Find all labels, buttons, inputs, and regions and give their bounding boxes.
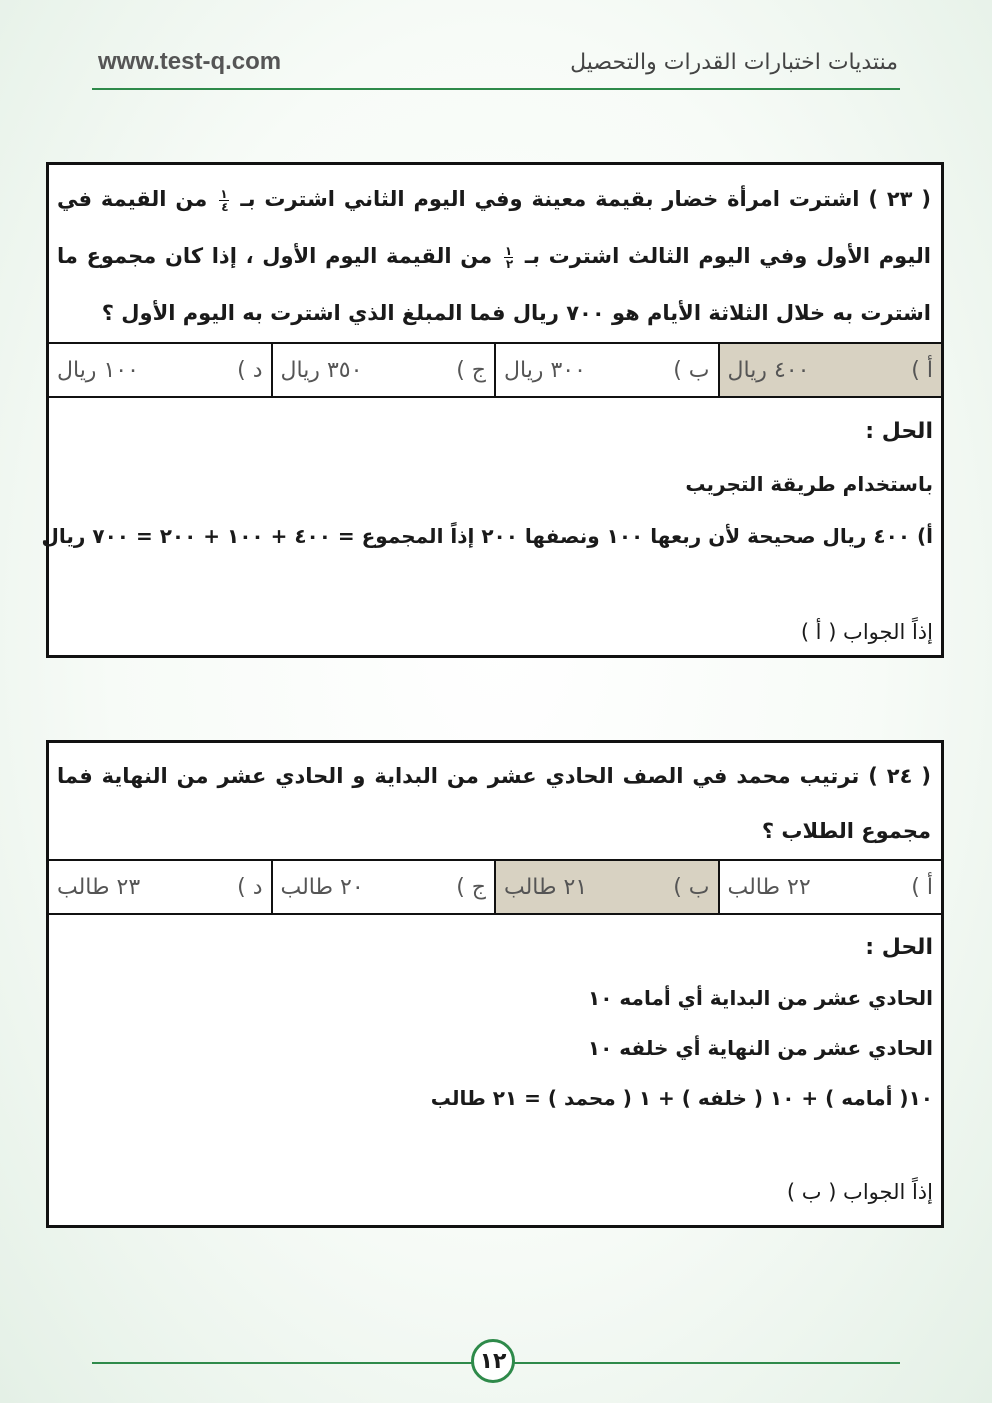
question-24-text: ( ٢٤ ) ترتيب محمد في الصف الحادي عشر من البداية و الحادي عشر من النهاية فما مجموع الطلاب ؟ — [57, 764, 931, 843]
option-a[interactable] — [718, 344, 942, 396]
question-24-box — [46, 740, 944, 1228]
fraction-half — [504, 245, 513, 270]
header-title: منتديات اختبارات القدرات والتحصيل — [570, 50, 898, 75]
fraction-numerator: ١ — [504, 243, 513, 258]
solution-line: الحادي عشر من البداية أي أمامه ١٠ — [588, 986, 933, 1010]
page-number: ١٢ — [471, 1339, 515, 1383]
header-divider — [92, 88, 900, 90]
option-label: أ ) — [911, 357, 933, 383]
solution-heading: الحل : — [865, 419, 933, 444]
option-value: ٢٣ طالب — [57, 874, 141, 900]
question-23-text-part-c: من القيمة اليوم الأول ، إذا كان مجموع ما اشترت به خلال الثلاثة الأيام هو ٧٠٠ ريال فما المبلغ الذي اشترت به اليوم الأول ؟ — [57, 244, 931, 325]
solution-answer: إذاً الجواب ( ب ) — [786, 1180, 933, 1204]
option-c[interactable] — [271, 344, 495, 396]
option-label: د ) — [237, 874, 263, 900]
question-23-box — [41, 162, 944, 658]
option-value: ١٠٠ ريال — [57, 357, 139, 383]
option-value: ٣٠٠ ريال — [504, 357, 586, 383]
question-24-solution — [49, 915, 941, 1217]
option-value: ٢٢ طالب — [727, 874, 811, 900]
fraction-denominator: ٤ — [221, 199, 229, 214]
fraction-denominator: ٢ — [505, 256, 514, 271]
solution-line: ١٠( أمامه ) + ١٠ ( خلفه ) + ١ ( محمد ) = ٢١ طالب — [430, 1086, 933, 1110]
solution-answer: إذاً الجواب ( أ ) — [800, 620, 933, 644]
question-23-text-part-a: ( ٢٣ ) اشترت امرأة خضار بقيمة معينة وفي اليوم الثاني اشترت بـ — [240, 187, 931, 211]
option-label: ب ) — [673, 357, 710, 383]
question-23-text-part-b: من القيمة في اليوم الأول وفي اليوم الثالث اشترت بـ — [57, 187, 932, 268]
option-d[interactable] — [49, 344, 271, 396]
solution-line: أ) ٤٠٠ ريال صحيحة لأن ربعها ١٠٠ ونصفها ٢٠٠ إذاً المجموع = ٤٠٠ + ١٠٠ + ٢٠٠ = ٧٠٠ ريال — [41, 524, 933, 548]
solution-line: باستخدام طريقة التجريب — [685, 472, 933, 496]
question-23-text — [49, 165, 941, 342]
option-b[interactable] — [494, 861, 718, 913]
option-value: ٤٠٠ ريال — [727, 357, 810, 383]
solution-line: الحادي عشر من النهاية أي خلفه ١٠ — [587, 1036, 933, 1060]
question-23-options — [49, 342, 941, 398]
option-b[interactable] — [494, 344, 718, 396]
option-label: أ ) — [911, 874, 933, 900]
question-23-solution — [41, 398, 941, 658]
option-value: ٢١ طالب — [504, 874, 588, 900]
solution-heading: الحل : — [865, 935, 933, 960]
option-a[interactable] — [718, 861, 942, 913]
option-d[interactable] — [49, 861, 271, 913]
question-24-options — [49, 859, 941, 915]
option-value: ٢٠ طالب — [280, 874, 364, 900]
option-c[interactable] — [271, 861, 495, 913]
option-value: ٣٥٠ ريال — [280, 357, 363, 383]
website-url: www.test-q.com — [98, 48, 282, 75]
option-label: د ) — [237, 357, 263, 383]
option-label: ج ) — [456, 874, 486, 900]
option-label: ب ) — [673, 874, 710, 900]
fraction-numerator: ١ — [220, 186, 228, 201]
fraction-quarter — [219, 188, 228, 213]
option-label: ج ) — [456, 357, 486, 383]
